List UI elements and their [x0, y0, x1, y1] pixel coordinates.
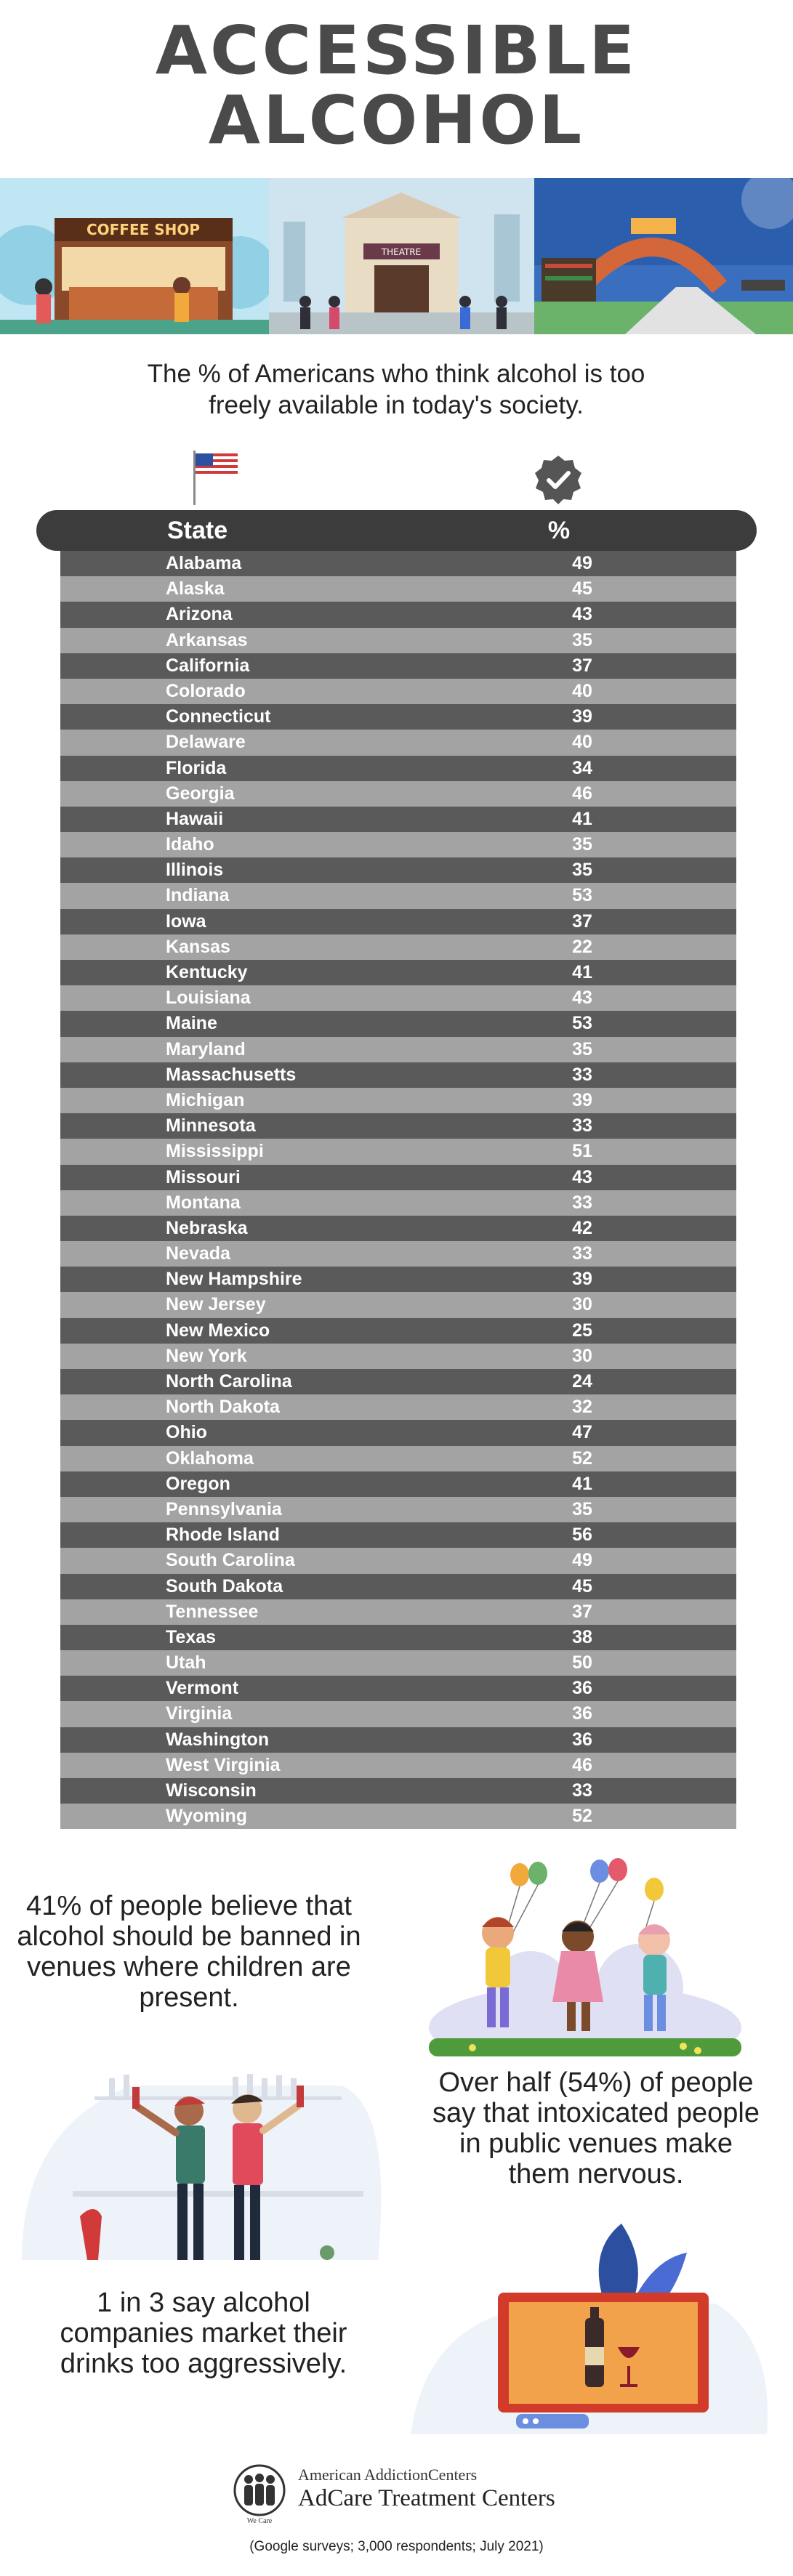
table-row — [60, 551, 736, 576]
state-percent: 30 — [572, 1294, 592, 1315]
table-row — [60, 832, 736, 857]
state-name: Tennessee — [166, 1601, 259, 1622]
state-name: Colorado — [166, 680, 246, 701]
state-name: Texas — [166, 1626, 217, 1647]
state-percent: 40 — [572, 732, 592, 753]
table-row — [60, 1113, 736, 1139]
state-name: Nevada — [166, 1243, 230, 1264]
table-row — [60, 960, 736, 985]
state-percent: 49 — [572, 553, 592, 573]
state-percent: 47 — [572, 1422, 592, 1443]
state-percent: 43 — [572, 604, 592, 625]
state-percent: 43 — [572, 1166, 592, 1187]
state-name: Arkansas — [166, 629, 248, 650]
men-drinking-illustration — [15, 2042, 393, 2274]
state-name: Indiana — [166, 885, 230, 906]
table-row — [60, 1216, 736, 1241]
theatre-sign: THEATRE — [381, 247, 422, 257]
state-name: Oregon — [166, 1473, 230, 1494]
table-row — [60, 1446, 736, 1471]
state-percent: 32 — [572, 1397, 592, 1418]
table-row — [60, 934, 736, 960]
state-name: Virginia — [166, 1703, 233, 1724]
column-header-percent: % — [547, 517, 571, 544]
state-percent: 22 — [572, 936, 592, 957]
state-percent: 36 — [572, 1729, 592, 1750]
state-percent: 49 — [572, 1550, 592, 1571]
state-percent: 35 — [572, 860, 592, 881]
state-percent: 39 — [572, 1089, 592, 1110]
table-row — [60, 653, 736, 679]
state-name: Idaho — [166, 834, 214, 855]
org-name-american-addiction-centers: American AddictionCenters — [298, 2466, 478, 2484]
kids-with-balloons-illustration — [422, 1846, 749, 2056]
title-line-2: ALCOHOL — [208, 81, 585, 159]
state-name: Alaska — [166, 578, 225, 599]
state-percent: 40 — [572, 680, 592, 701]
table-row — [60, 1292, 736, 1317]
state-name: South Dakota — [166, 1575, 283, 1596]
state-percent: 43 — [572, 988, 592, 1009]
state-name: Minnesota — [166, 1115, 256, 1136]
table-row — [60, 576, 736, 602]
state-name: New Mexico — [166, 1320, 270, 1341]
table-row — [60, 1088, 736, 1113]
state-percent: 46 — [572, 1754, 592, 1775]
table-row — [60, 756, 736, 781]
table-row — [60, 1165, 736, 1190]
state-name: Wyoming — [166, 1806, 248, 1827]
state-name: California — [166, 655, 250, 676]
state-percent: 35 — [572, 834, 592, 855]
table-row — [60, 1522, 736, 1548]
table-row — [60, 602, 736, 627]
table-row — [60, 1344, 736, 1369]
table-row — [60, 1139, 736, 1164]
table-row — [60, 1011, 736, 1036]
state-name: Maine — [166, 1013, 217, 1034]
checkmark-badge-icon — [533, 454, 584, 505]
state-percent: 52 — [572, 1806, 592, 1827]
org-name-adcare: AdCare Treatment Centers — [298, 2485, 555, 2511]
state-percent: 33 — [572, 1192, 592, 1213]
callout-market-aggressively: 1 in 3 say alcohol companies market their drinks too aggressively. — [60, 2288, 347, 2379]
table-row — [60, 1062, 736, 1088]
state-name: Arizona — [166, 604, 233, 625]
state-name: Illinois — [166, 860, 224, 881]
state-name: Delaware — [166, 732, 246, 753]
state-name: Missouri — [166, 1166, 241, 1187]
table-row — [60, 1625, 736, 1650]
state-percent: 45 — [572, 578, 592, 599]
state-name: Michigan — [166, 1089, 245, 1110]
state-percent: 41 — [572, 962, 592, 982]
table-row — [60, 704, 736, 730]
state-percent: 39 — [572, 1269, 592, 1290]
table-header — [36, 510, 757, 551]
state-name: Georgia — [166, 783, 235, 804]
table-row — [60, 1701, 736, 1727]
state-percent: 56 — [572, 1525, 592, 1546]
table-row — [60, 1369, 736, 1394]
table-row — [60, 909, 736, 934]
table-row — [60, 628, 736, 653]
table-row — [60, 1599, 736, 1625]
table-row — [60, 1753, 736, 1778]
state-percent: 25 — [572, 1320, 592, 1341]
table-row — [60, 1318, 736, 1344]
state-percent: 37 — [572, 655, 592, 676]
state-percent: 41 — [572, 1473, 592, 1494]
state-name: Hawaii — [166, 808, 224, 829]
state-name: Mississippi — [166, 1141, 264, 1162]
venues-banner-illustration — [0, 178, 793, 334]
page-title — [0, 12, 793, 159]
state-percent: 36 — [572, 1678, 592, 1699]
state-name: Connecticut — [166, 706, 271, 727]
state-name: North Carolina — [166, 1371, 292, 1392]
table-row — [60, 985, 736, 1011]
table-row — [60, 1190, 736, 1216]
state-percent: 46 — [572, 783, 592, 804]
state-name: Kansas — [166, 936, 230, 957]
state-percent: 38 — [572, 1626, 592, 1647]
logo-tagline: We Care — [246, 2517, 273, 2525]
table-row — [60, 1548, 736, 1573]
table-row — [60, 1037, 736, 1062]
state-percent: 33 — [572, 1243, 592, 1264]
coffee-shop-sign: COFFEE SHOP — [86, 221, 201, 238]
state-percent: 34 — [572, 757, 592, 778]
state-percent: 37 — [572, 911, 592, 932]
state-percent: 36 — [572, 1703, 592, 1724]
state-percent: 41 — [572, 808, 592, 829]
callout-children-venues: 41% of people believe that alcohol should be banned in venues where children are present. — [17, 1891, 361, 2013]
table-row — [60, 1471, 736, 1497]
state-name: New York — [166, 1345, 247, 1366]
state-name: Pennsylvania — [166, 1498, 282, 1519]
state-percent: 52 — [572, 1448, 592, 1469]
table-row — [60, 1778, 736, 1804]
state-percent: 45 — [572, 1575, 592, 1596]
column-header-state: State — [167, 517, 228, 544]
table-subtitle: The % of Americans who think alcohol is too freely available in today's society. — [147, 360, 645, 419]
state-percent: 30 — [572, 1345, 592, 1366]
state-percent: 42 — [572, 1217, 592, 1238]
state-name: Iowa — [166, 911, 206, 932]
state-name: Alabama — [166, 553, 242, 573]
state-name: West Virginia — [166, 1754, 281, 1775]
state-percent: 24 — [572, 1371, 592, 1392]
tv-wine-ad-illustration — [411, 2224, 774, 2442]
state-percent: 50 — [572, 1652, 592, 1673]
callout-intoxicated-nervous: Over half (54%) of people say that intoxicated people in public venues make them nervous. — [432, 2067, 760, 2189]
state-table — [60, 551, 736, 1829]
state-percent: 39 — [572, 706, 592, 727]
state-name: Ohio — [166, 1422, 207, 1443]
state-percent: 33 — [572, 1115, 592, 1136]
state-name: Utah — [166, 1652, 206, 1673]
title-line-1: ACCESSIBLE — [155, 12, 638, 89]
state-name: New Hampshire — [166, 1269, 302, 1290]
table-row — [60, 1420, 736, 1445]
state-name: Oklahoma — [166, 1448, 254, 1469]
table-row — [60, 781, 736, 807]
source-note: (Google surveys; 3,000 respondents; July 2021) — [249, 2539, 544, 2554]
state-name: New Jersey — [166, 1294, 266, 1315]
state-percent: 53 — [572, 1013, 592, 1034]
table-row — [60, 730, 736, 755]
table-row — [60, 1241, 736, 1267]
table-row — [60, 1676, 736, 1701]
state-name: Nebraska — [166, 1217, 248, 1238]
table-row — [60, 807, 736, 832]
table-row — [60, 1394, 736, 1420]
state-name: Rhode Island — [166, 1525, 280, 1546]
state-percent: 33 — [572, 1780, 592, 1801]
table-row — [60, 1727, 736, 1753]
table-row — [60, 883, 736, 908]
table-row — [60, 679, 736, 704]
state-name: Kentucky — [166, 962, 248, 982]
table-row — [60, 1574, 736, 1599]
table-row — [60, 1650, 736, 1676]
state-percent: 35 — [572, 1498, 592, 1519]
state-name: Massachusetts — [166, 1064, 297, 1085]
state-name: Wisconsin — [166, 1780, 257, 1801]
state-name: Vermont — [166, 1678, 239, 1699]
state-percent: 33 — [572, 1064, 592, 1085]
state-percent: 53 — [572, 885, 592, 906]
state-percent: 37 — [572, 1601, 592, 1622]
table-row — [60, 1267, 736, 1292]
aac-logo-icon — [233, 2463, 287, 2525]
table-row — [60, 1804, 736, 1829]
state-percent: 35 — [572, 1038, 592, 1059]
state-percent: 51 — [572, 1141, 592, 1162]
state-name: South Carolina — [166, 1550, 295, 1571]
state-name: Louisiana — [166, 988, 251, 1009]
table-row — [60, 1497, 736, 1522]
state-percent: 35 — [572, 629, 592, 650]
table-row — [60, 857, 736, 883]
state-name: Montana — [166, 1192, 241, 1213]
state-name: Florida — [166, 757, 227, 778]
state-name: Maryland — [166, 1038, 246, 1059]
us-flag-icon — [190, 451, 241, 505]
state-name: North Dakota — [166, 1397, 280, 1418]
state-name: Washington — [166, 1729, 270, 1750]
